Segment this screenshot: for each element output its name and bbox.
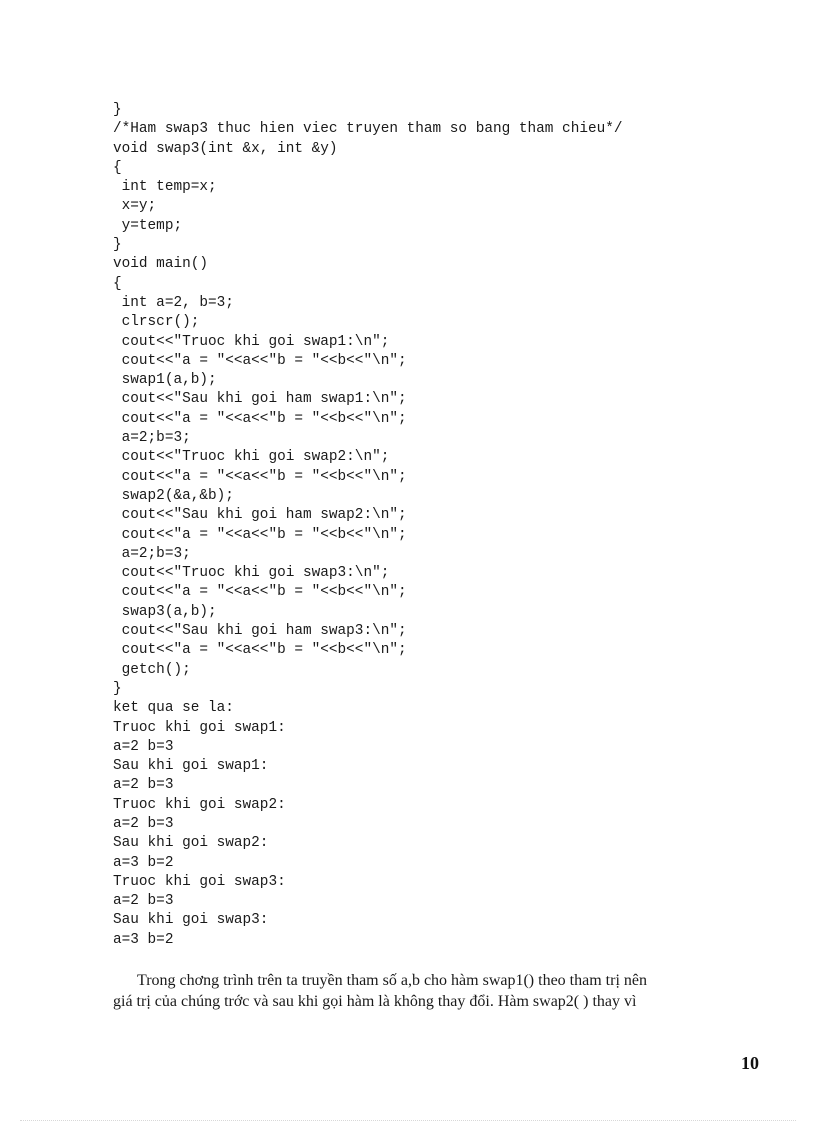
code-line: a=3 b=2 xyxy=(113,854,174,871)
page-bottom-divider xyxy=(20,1120,796,1121)
code-line: a=3 b=2 xyxy=(113,931,174,948)
code-line: a=2 b=3 xyxy=(113,815,174,832)
code-line: cout<<"a = "<<a<<"b = "<<b<<"\n"; xyxy=(113,410,407,427)
code-line: cout<<"Sau khi goi ham swap2:\n"; xyxy=(113,507,407,524)
code-line: void main() xyxy=(113,256,208,273)
code-line: a=2;b=3; xyxy=(113,545,191,562)
code-line: cout<<"a = "<<a<<"b = "<<b<<"\n"; xyxy=(113,468,407,485)
code-line: Truoc khi goi swap3: xyxy=(113,873,286,890)
code-line: cout<<"Sau khi goi ham swap1:\n"; xyxy=(113,391,407,408)
body-paragraph xyxy=(113,970,743,1012)
code-line: cout<<"Truoc khi goi swap3:\n"; xyxy=(113,565,390,582)
code-line: Sau khi goi swap1: xyxy=(113,758,269,775)
code-line: Truoc khi goi swap2: xyxy=(113,796,286,813)
code-line: a=2 b=3 xyxy=(113,738,174,755)
code-line: /*Ham swap3 thuc hien viec truyen tham so bang tham chieu*/ xyxy=(113,121,623,138)
code-line: cout<<"a = "<<a<<"b = "<<b<<"\n"; xyxy=(113,584,407,601)
code-line: { xyxy=(113,275,122,292)
code-line: cout<<"a = "<<a<<"b = "<<b<<"\n"; xyxy=(113,526,407,543)
code-line: void swap3(int &x, int &y) xyxy=(113,140,338,157)
code-line: y=temp; xyxy=(113,217,183,234)
code-line: } xyxy=(113,102,122,118)
code-line: Sau khi goi swap3: xyxy=(113,912,269,929)
code-line: { xyxy=(113,159,122,176)
code-line: cout<<"Sau khi goi ham swap3:\n"; xyxy=(113,623,407,640)
code-line: swap1(a,b); xyxy=(113,372,217,389)
code-line: swap3(a,b); xyxy=(113,603,217,620)
code-line: cout<<"Truoc khi goi swap2:\n"; xyxy=(113,449,390,466)
paragraph-line-1: Trong chơng trình trên ta truyền tham số a,b cho hàm swap1() theo tham trị nên xyxy=(137,972,647,989)
code-listing xyxy=(113,101,623,950)
code-line: a=2;b=3; xyxy=(113,430,191,447)
code-line: x=y; xyxy=(113,198,157,215)
paragraph-line-2: giá trị của chúng trớc và sau khi gọi hàm là không thay đổi. Hàm swap2( ) thay vì xyxy=(113,993,637,1010)
code-line: swap2(&a,&b); xyxy=(113,487,234,504)
code-line: cout<<"Truoc khi goi swap1:\n"; xyxy=(113,333,390,350)
code-line: cout<<"a = "<<a<<"b = "<<b<<"\n"; xyxy=(113,352,407,369)
code-line: ket qua se la: xyxy=(113,700,234,717)
code-line: a=2 b=3 xyxy=(113,777,174,794)
code-line: getch(); xyxy=(113,661,191,678)
code-line: clrscr(); xyxy=(113,314,200,331)
code-line: cout<<"a = "<<a<<"b = "<<b<<"\n"; xyxy=(113,642,407,659)
code-line: int temp=x; xyxy=(113,179,217,196)
code-line: } xyxy=(113,237,122,254)
code-line: a=2 b=3 xyxy=(113,893,174,910)
code-line: Truoc khi goi swap1: xyxy=(113,719,286,736)
code-line: } xyxy=(113,680,122,697)
code-line: Sau khi goi swap2: xyxy=(113,835,269,852)
page-number: 10 xyxy=(741,1053,759,1073)
code-line: int a=2, b=3; xyxy=(113,294,234,311)
